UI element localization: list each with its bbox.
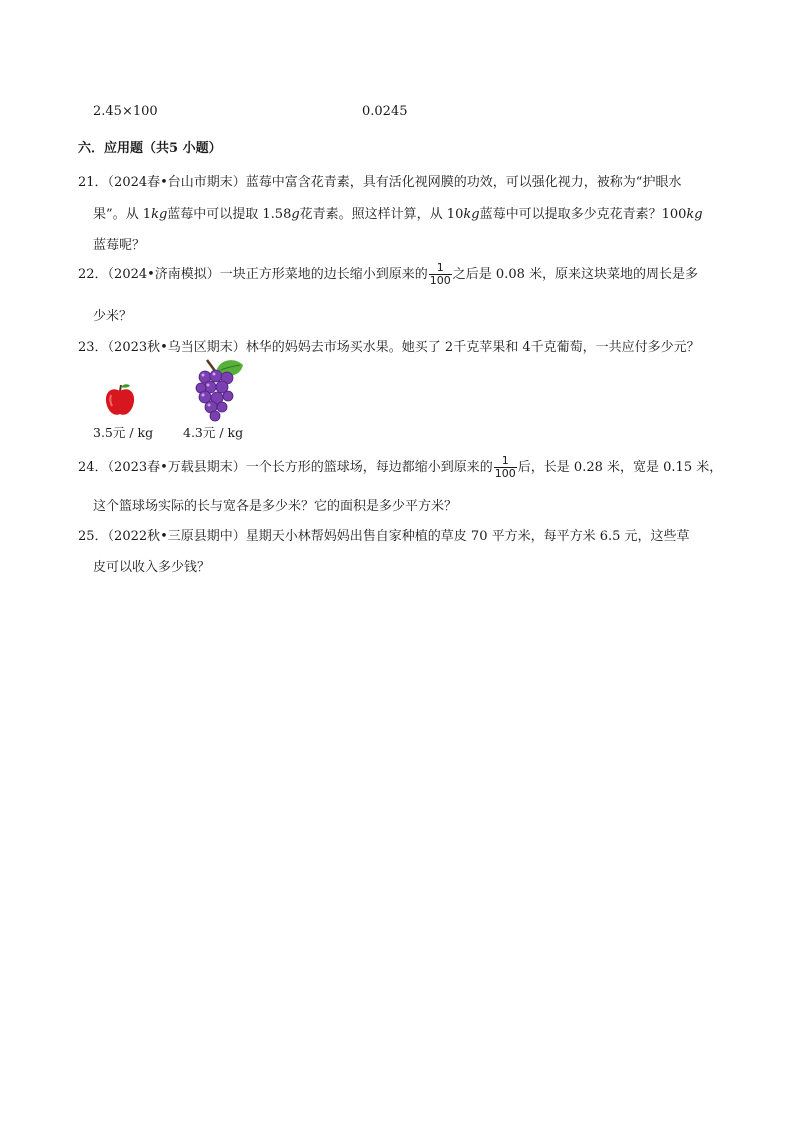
apple-price: 3.5元 / kg xyxy=(93,425,154,440)
q22-text-a: 22．（2024•济南模拟）一块正方形菜地的边长缩小到原来的 xyxy=(78,267,428,282)
unit-kg: kg xyxy=(151,207,168,222)
apple-icon xyxy=(103,382,137,418)
q24-text-a: 24．（2023春•万载县期末）一个长方形的篮球场，每边都缩小到原来的 xyxy=(78,460,493,475)
fraction-numerator: 1 xyxy=(429,262,452,275)
q24-line-1 xyxy=(78,455,722,480)
grape-price: 4.3元 / kg xyxy=(183,425,244,440)
q21-line-1: 21．（2024春•台山市期末）蓝莓中富含花青素，具有活化视网膜的功效，可以强化视力，被称为“护眼水 xyxy=(78,175,682,190)
fraction-one-hundredth xyxy=(429,262,452,287)
q23-line-1: 23．（2023秋•乌当区期末）林华的妈妈去市场买水果。她买了 2千克苹果和 4千克葡萄，一共应付多少元？ xyxy=(78,340,700,355)
q22-line-1 xyxy=(78,262,698,287)
q21-line-2 xyxy=(93,203,703,222)
expression-left: 2.45×100 xyxy=(93,104,158,119)
q24-text-b: 后，长是 0.28 米，宽是 0.15 米， xyxy=(517,460,723,475)
q25-line-2: 皮可以收入多少钱？ xyxy=(93,560,211,575)
q25-line-1: 25．（2022秋•三原县期中）星期天小林帮妈妈出售自家种植的草皮 70 平方米，每平方米 6.5 元，这些草 xyxy=(78,529,690,544)
q21-text-b: 蓝莓中可以提取 1.58 xyxy=(167,207,292,222)
q24-line-2: 这个篮球场实际的长与宽各是多少米？它的面积是多少平方米？ xyxy=(93,499,458,514)
q22-line-2: 少米？ xyxy=(93,309,133,324)
fraction-one-hundredth xyxy=(494,455,517,480)
q21-text-a: 果”。从 1 xyxy=(93,207,152,222)
q21-text-c: 花青素。照这样计算，从 10 xyxy=(299,207,464,222)
unit-g: g xyxy=(291,207,300,222)
unit-kg: kg xyxy=(463,207,480,222)
fraction-denominator: 100 xyxy=(494,467,516,480)
q21-text-d: 蓝莓中可以提取多少克花青素？100 xyxy=(479,207,687,222)
q21-line-3: 蓝莓呢？ xyxy=(93,238,146,253)
expression-right: 0.0245 xyxy=(362,104,408,119)
unit-kg: kg xyxy=(686,207,703,222)
q22-text-b: 之后是 0.08 米，原来这块菜地的周长是多 xyxy=(452,267,699,282)
fraction-denominator: 100 xyxy=(429,274,451,287)
fraction-numerator: 1 xyxy=(494,455,517,468)
section-title: 六．应用题（共5 小题） xyxy=(78,141,222,156)
grape-icon xyxy=(193,357,245,423)
